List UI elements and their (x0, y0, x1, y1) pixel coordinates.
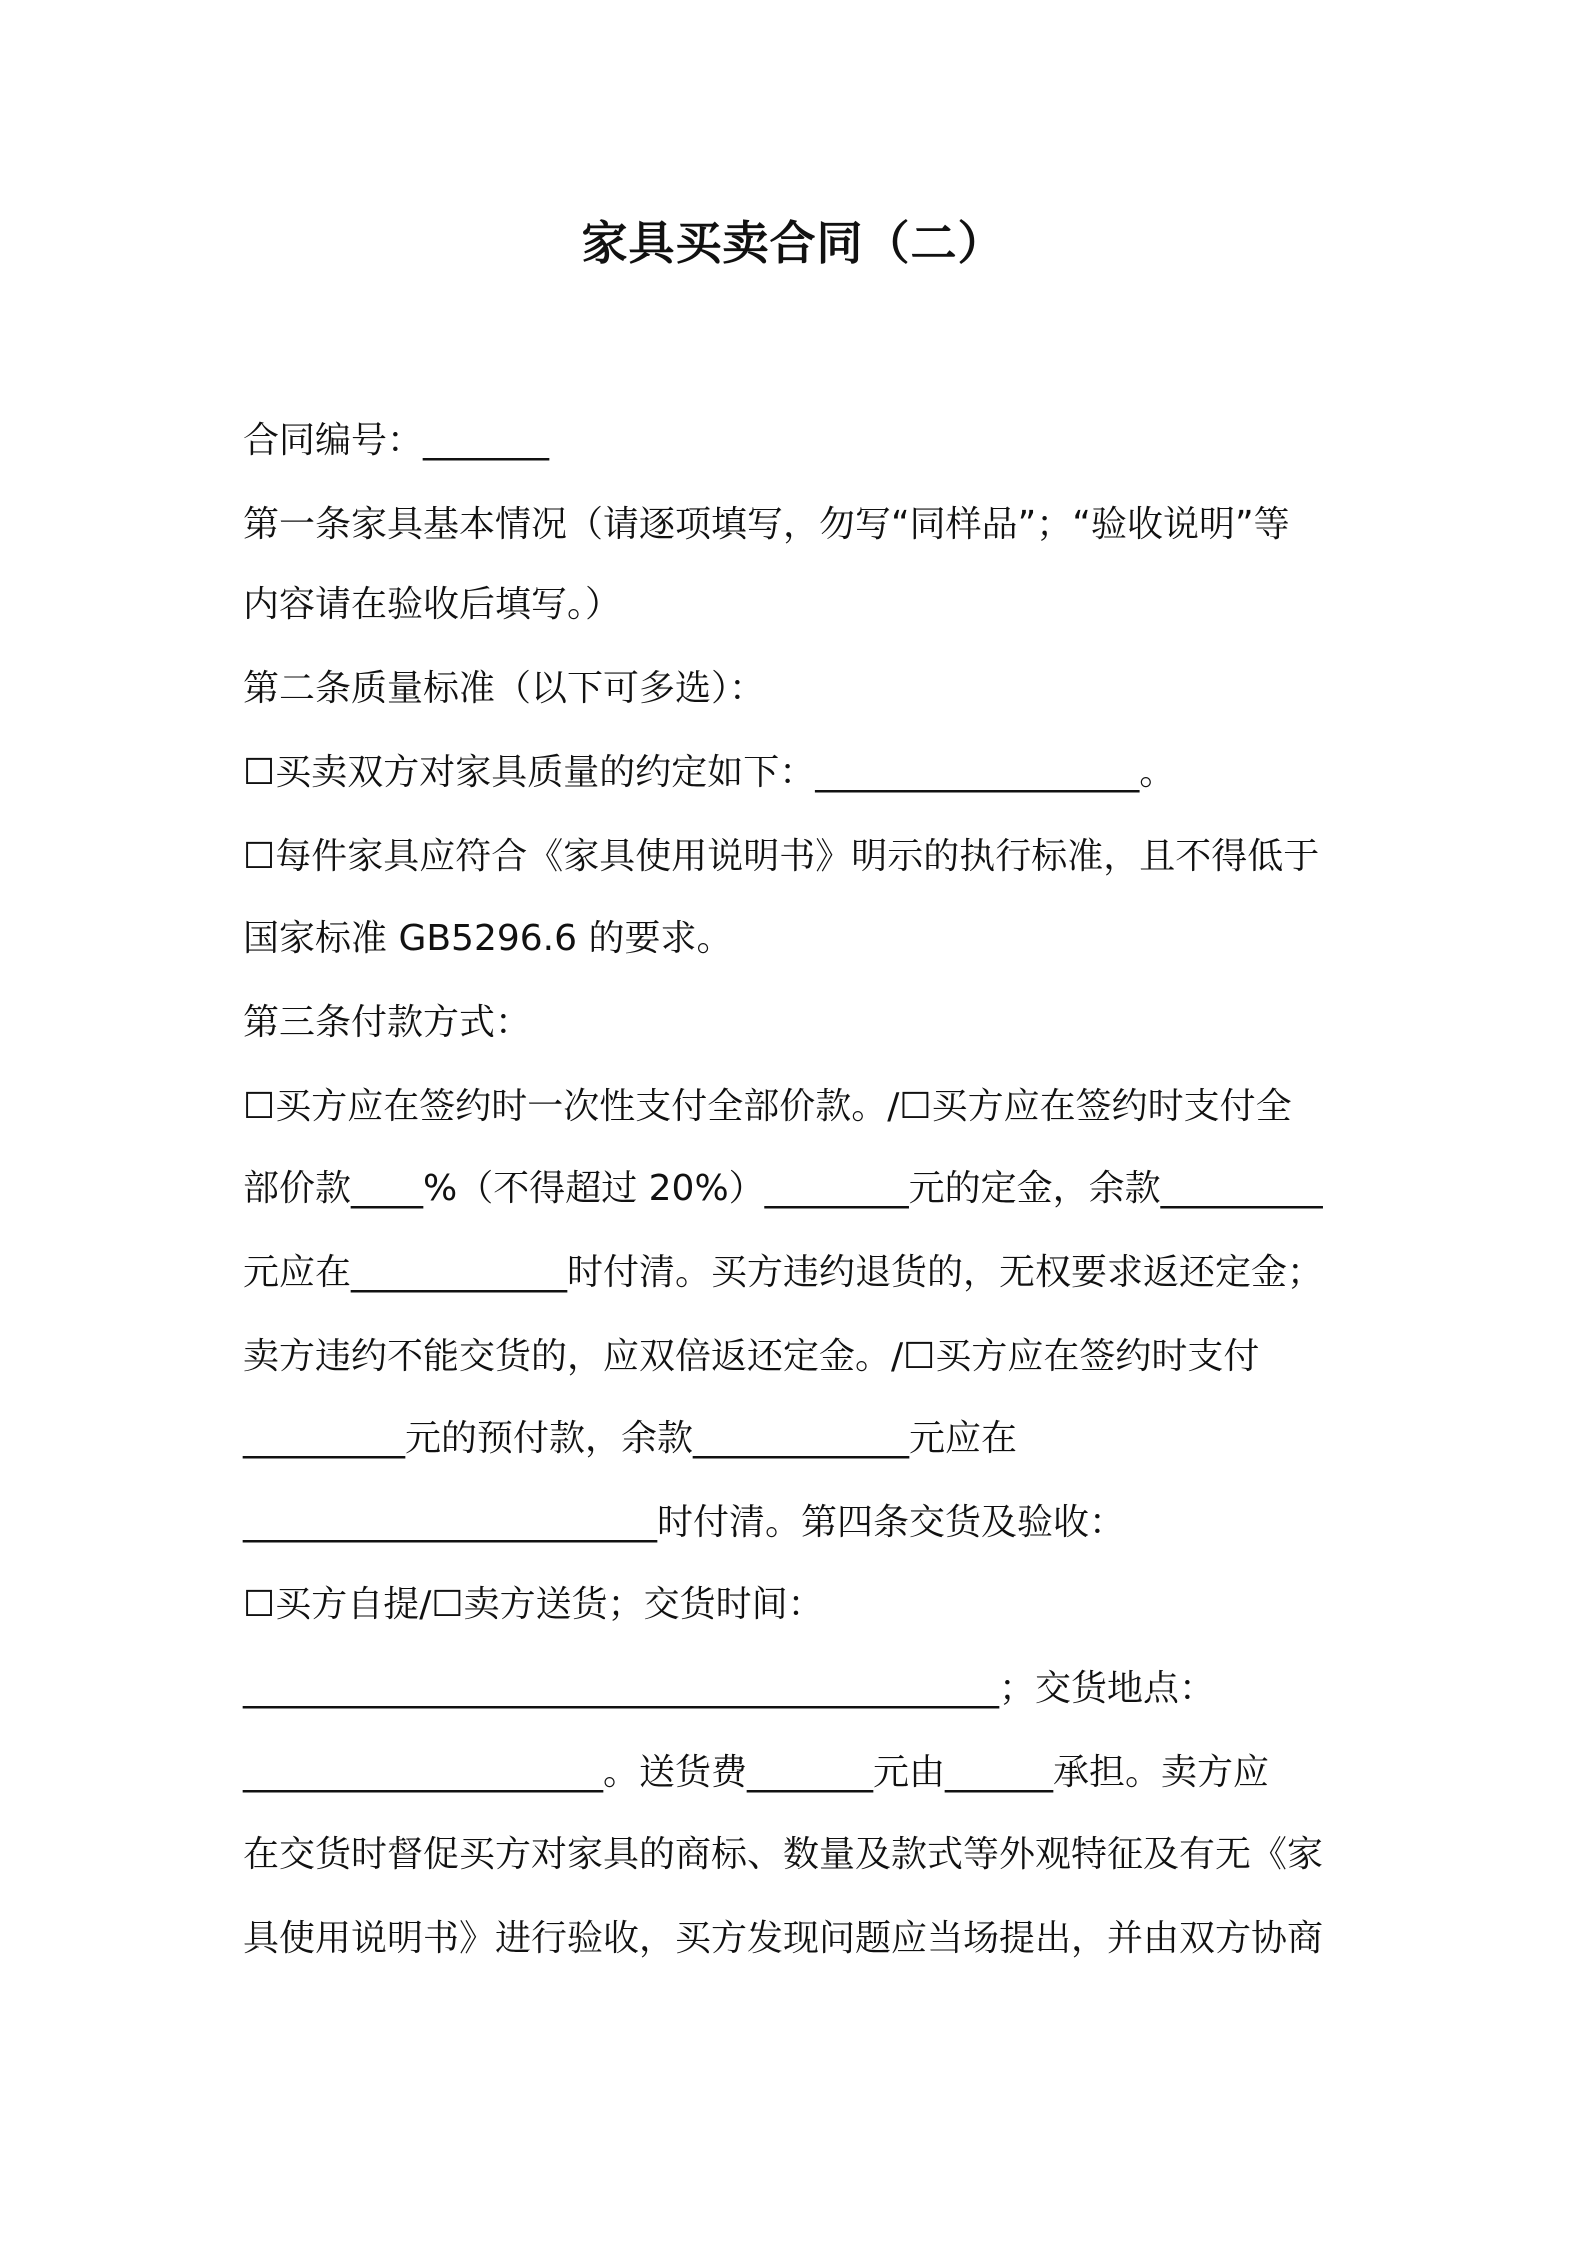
delivery-line-1: ☐买方自提/☐卖方送货；交货时间： (243, 1584, 824, 1625)
quality-option-2-continued-line: 国家标准 GB5296.6 的要求。 (243, 918, 733, 959)
delivery-line-3: ____________________。送货费_______元由______承担。卖方应 (243, 1752, 1270, 1793)
article-3-heading: 第三条付款方式： (243, 1002, 532, 1043)
payment-line-3: 元应在____________时付清。买方违约退货的，无权要求返还定金； (243, 1252, 1324, 1293)
payment-line-6: _______________________时付清。第四条交货及验收： (243, 1502, 1126, 1543)
article-1-continued-line: 内容请在验收后填写。） (243, 584, 622, 625)
article-1-line: 第一条家具基本情况（请逐项填写，勿写“同样品”；“验收说明”等 (243, 504, 1290, 545)
document-title: 家具买卖合同（二） (581, 216, 1005, 270)
contract-number-line: 合同编号：_______ (243, 420, 550, 461)
quality-option-2-line: ☐每件家具应符合《家具使用说明书》明示的执行标准，且不得低于 (243, 836, 1320, 877)
delivery-line-2: __________________________________________；交货地点： (243, 1668, 1216, 1709)
delivery-line-4: 在交货时督促买方对家具的商标、数量及款式等外观特征及有无《家 (243, 1834, 1324, 1875)
delivery-line-5: 具使用说明书》进行验收，买方发现问题应当场提出，并由双方协商 (243, 1918, 1324, 1959)
payment-line-2: 部价款____%（不得超过 20%）________元的定金，余款_________ (243, 1168, 1323, 1209)
quality-option-1-line: ☐买卖双方对家具质量的约定如下：__________________。 (243, 752, 1176, 793)
payment-line-4: 卖方违约不能交货的，应双倍返还定金。/☐买方应在签约时支付 (243, 1336, 1260, 1377)
payment-line-1: ☐买方应在签约时一次性支付全部价款。/☐买方应在签约时支付全 (243, 1086, 1292, 1127)
article-2-heading: 第二条质量标准（以下可多选）： (243, 668, 766, 709)
payment-line-5: _________元的预付款，余款____________元应在 (243, 1418, 1018, 1459)
